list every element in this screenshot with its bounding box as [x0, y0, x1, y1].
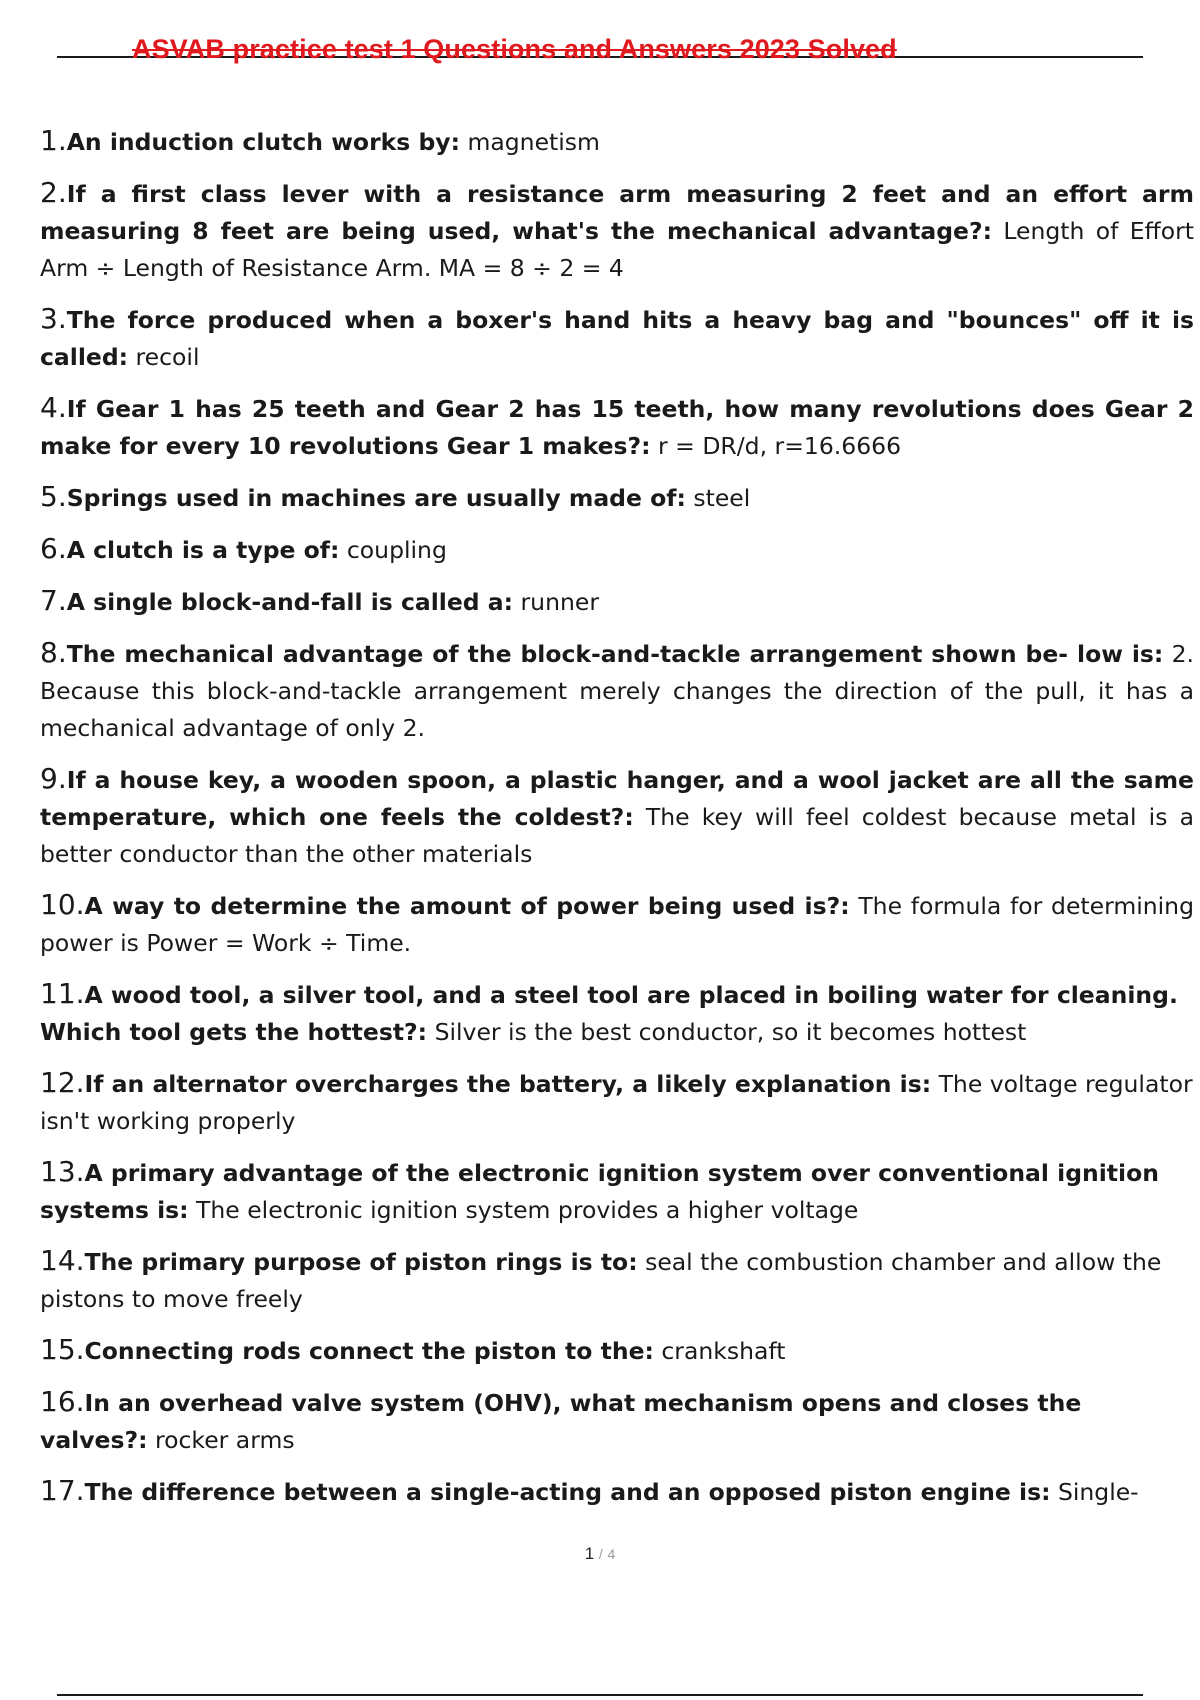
document-title: ASVAB practice test 1 Questions and Answers 2023 Solved	[132, 34, 897, 64]
qa-item	[40, 530, 1194, 569]
question-number: 10.	[40, 888, 85, 921]
answer-text: magnetism	[460, 128, 600, 156]
answer-text: crankshaft	[653, 1337, 786, 1365]
question-text: The difference between a single-acting and an opposed piston engine is:	[84, 1478, 1051, 1506]
question-number: 15.	[40, 1333, 85, 1366]
answer-text: seal the combustion chamber and allow the pistons to move freely	[40, 1248, 1162, 1313]
answer-text: The voltage regulator isn't working properly	[40, 1070, 1193, 1135]
question-text: Springs used in machines are usually made of:	[66, 484, 686, 512]
question-number: 12.	[40, 1066, 85, 1099]
question-text: Connecting rods connect the piston to the:	[84, 1337, 654, 1365]
current-page: 1	[584, 1544, 595, 1563]
question-number: 5.	[40, 480, 67, 513]
qa-item	[40, 1472, 1194, 1511]
answer-text: The electronic ignition system provides a higher voltage	[188, 1196, 859, 1224]
question-number: 9.	[40, 762, 67, 795]
qa-item	[40, 478, 1194, 517]
header	[57, 32, 1143, 70]
qa-item	[40, 1153, 1194, 1229]
qa-item	[40, 1242, 1194, 1318]
question-number: 17.	[40, 1474, 85, 1507]
question-text: A single block-and-fall is called a:	[66, 588, 514, 616]
total-pages: 4	[607, 1546, 616, 1562]
question-number: 8.	[40, 636, 67, 669]
question-text: A way to determine the amount of power being used is?:	[84, 892, 850, 920]
answer-text: The key will feel coldest because metal is a better conductor than the other materials	[40, 803, 1194, 868]
answer-text: Length of Effort Arm ÷ Length of Resistance Arm. MA = 8 ÷ 2 = 4	[40, 217, 1194, 282]
question-number: 1.	[40, 124, 67, 157]
qa-item	[40, 1383, 1194, 1459]
question-number: 3.	[40, 302, 67, 335]
question-number: 6.	[40, 532, 67, 565]
question-text: The primary purpose of piston rings is to:	[84, 1248, 638, 1276]
question-text: If a house key, a wooden spoon, a plastic hanger, and a wool jacket are all the same temperature, which one feels the coldest?:	[40, 766, 1194, 831]
answer-text: The formula for determining power is Power = Work ÷ Time.	[40, 892, 1194, 957]
answer-text: rocker arms	[147, 1426, 295, 1454]
question-number: 7.	[40, 584, 67, 617]
qa-item	[40, 300, 1194, 376]
question-text: A clutch is a type of:	[66, 536, 340, 564]
qa-item	[40, 760, 1194, 873]
qa-item	[40, 122, 1194, 161]
qa-item	[40, 975, 1194, 1051]
page-indicator	[0, 1544, 1200, 1564]
answer-text: Silver is the best conductor, so it becomes hottest	[427, 1018, 1027, 1046]
qa-item	[40, 389, 1194, 465]
question-number: 4.	[40, 391, 67, 424]
answer-text: steel	[685, 484, 751, 512]
question-text: If a first class lever with a resistance arm measuring 2 feet and an effort arm measuring 8 feet are being used, what's the mechanical advantage?:	[40, 180, 1194, 245]
qa-item	[40, 1331, 1194, 1370]
qa-item	[40, 1064, 1194, 1140]
qa-item	[40, 634, 1194, 747]
question-text: In an overhead valve system (OHV), what mechanism opens and closes the valves?:	[40, 1389, 1082, 1454]
question-list	[40, 122, 1194, 1524]
question-text: A wood tool, a silver tool, and a steel tool are placed in boiling water for cleaning. Which tool gets the hottest?:	[40, 981, 1178, 1046]
question-text: If an alternator overcharges the battery, a likely explanation is:	[84, 1070, 932, 1098]
question-number: 14.	[40, 1244, 85, 1277]
question-number: 11.	[40, 977, 85, 1010]
answer-text: coupling	[339, 536, 447, 564]
footer-rule	[57, 1694, 1143, 1696]
answer-text: Single-	[1050, 1478, 1139, 1506]
answer-text: r = DR/d, r=16.6666	[650, 432, 902, 460]
question-text: The force produced when a boxer's hand hits a heavy bag and "bounces" off it is called:	[40, 306, 1194, 371]
question-text: If Gear 1 has 25 teeth and Gear 2 has 15 teeth, how many revolutions does Gear 2 make for every 10 revolutions Gear 1 makes?:	[40, 395, 1194, 460]
qa-item	[40, 886, 1194, 962]
question-number: 13.	[40, 1155, 85, 1188]
question-text: A primary advantage of the electronic ignition system over conventional ignition systems is:	[40, 1159, 1159, 1224]
question-text: The mechanical advantage of the block-and-tackle arrangement shown be- low is:	[66, 640, 1164, 668]
question-text: An induction clutch works by:	[66, 128, 460, 156]
answer-text: recoil	[128, 343, 200, 371]
qa-item	[40, 582, 1194, 621]
question-number: 2.	[40, 176, 67, 209]
answer-text: runner	[513, 588, 599, 616]
page-separator: /	[598, 1546, 603, 1562]
qa-item	[40, 174, 1194, 287]
answer-text: 2. Because this block-and-tackle arrangement merely changes the direction of the pull, it has a mechanical advantage of only 2.	[40, 640, 1194, 742]
question-number: 16.	[40, 1385, 85, 1418]
